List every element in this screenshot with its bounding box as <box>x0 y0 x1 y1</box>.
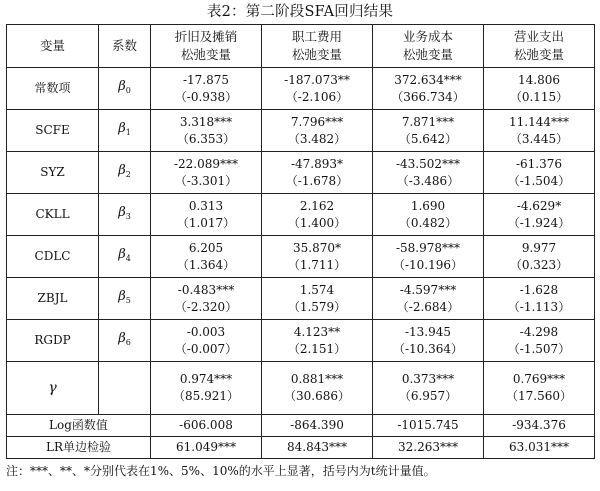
coefficient-row <box>7 320 595 362</box>
estimate-cell <box>151 68 262 110</box>
variable-name: SCFE <box>7 110 99 152</box>
estimate: 11.144*** <box>509 114 569 129</box>
t-stat: （-2.320） <box>174 299 238 314</box>
estimate: -4.629* <box>516 198 562 213</box>
sfa-results-table <box>6 24 595 459</box>
coefficient-row <box>7 110 595 152</box>
estimate-cell <box>373 110 484 152</box>
estimate: 7.796*** <box>290 114 344 129</box>
estimate: 2.162 <box>299 198 335 213</box>
lr-test-value: 61.049*** <box>151 437 262 459</box>
coefficient-row <box>7 278 595 320</box>
estimate: -43.502*** <box>395 156 461 171</box>
t-stat: （17.560） <box>506 389 572 403</box>
beta-letter: β <box>118 205 126 220</box>
estimate-cell <box>151 152 262 194</box>
t-stat: （1.711） <box>287 257 347 272</box>
beta-subscript: 6 <box>125 338 131 347</box>
estimate: -17.875 <box>182 72 230 87</box>
beta-letter: β <box>118 289 126 304</box>
table-title: 表2：第二阶段SFA回归结果 <box>206 4 394 20</box>
coefficient-row <box>7 152 595 194</box>
variable-name: 常数项 <box>7 68 99 110</box>
estimate-cell <box>151 278 262 320</box>
t-stat: （-1.504） <box>507 173 571 188</box>
header-coefficient: 系数 <box>99 25 151 68</box>
estimate-cell <box>484 152 595 194</box>
header-staff-cost-slack <box>262 25 373 68</box>
header-line: 职工费用 <box>291 29 342 44</box>
coefficient-row <box>7 194 595 236</box>
estimate-cell <box>373 68 484 110</box>
header-row <box>7 25 595 68</box>
beta-symbol <box>118 205 131 220</box>
estimate: 0.313 <box>188 198 224 213</box>
t-stat: （2.151） <box>287 341 347 356</box>
variable-name: CKLL <box>7 194 99 236</box>
beta-symbol <box>118 163 131 178</box>
t-stat: （3.482） <box>287 131 347 146</box>
t-stat: （-1.113） <box>507 299 571 314</box>
estimate-cell <box>151 320 262 362</box>
estimate-cell <box>151 194 262 236</box>
estimate-cell <box>262 194 373 236</box>
coefficient-symbol <box>99 320 151 362</box>
beta-subscript: 4 <box>125 254 131 263</box>
beta-symbol <box>118 289 131 304</box>
estimate-cell <box>373 152 484 194</box>
lr-test-row <box>7 437 595 459</box>
beta-symbol <box>118 331 131 346</box>
coefficient-rows <box>7 68 595 362</box>
beta-subscript: 5 <box>125 296 131 305</box>
t-stat: （0.323） <box>509 257 569 272</box>
estimate: -1.628 <box>519 282 559 297</box>
header-depreciation-slack <box>151 25 262 68</box>
beta-subscript: 1 <box>125 128 131 137</box>
t-stat: （-2.106） <box>285 89 349 104</box>
log-likelihood-value: -606.008 <box>151 415 262 437</box>
t-stat: （1.400） <box>287 215 347 230</box>
coefficient-symbol <box>99 194 151 236</box>
variable-name: CDLC <box>7 236 99 278</box>
estimate: -22.089*** <box>173 156 239 171</box>
estimate: 7.871*** <box>401 114 455 129</box>
log-likelihood-value: -864.390 <box>262 415 373 437</box>
log-likelihood-row <box>7 415 595 437</box>
estimate-cell <box>484 110 595 152</box>
estimate-cell <box>151 236 262 278</box>
gamma-label <box>7 362 99 415</box>
estimate: -4.298 <box>519 324 559 339</box>
estimate: -0.003 <box>186 324 226 339</box>
estimate: 372.634*** <box>394 72 462 87</box>
gamma-cell <box>151 362 262 415</box>
beta-symbol <box>118 79 131 94</box>
estimate: 1.690 <box>410 198 446 213</box>
t-stat: （85.921） <box>173 389 239 403</box>
estimate-cell <box>373 320 484 362</box>
header-operating-expense-slack <box>484 25 595 68</box>
beta-subscript: 2 <box>125 170 131 179</box>
beta-letter: β <box>118 79 126 94</box>
header-line: 松弛变量 <box>180 47 231 62</box>
gamma-row <box>7 362 595 415</box>
header-line: 松弛变量 <box>402 47 453 62</box>
estimate: 0.974*** <box>179 372 233 386</box>
gamma-cell <box>484 362 595 415</box>
gamma-cell <box>373 362 484 415</box>
beta-letter: β <box>118 163 126 178</box>
t-stat: （-0.007） <box>174 341 238 356</box>
t-stat: （6.353） <box>176 131 236 146</box>
estimate-cell <box>484 194 595 236</box>
estimate-cell <box>484 278 595 320</box>
estimate-cell <box>373 194 484 236</box>
t-stat: （-10.364） <box>392 341 464 356</box>
t-stat: （366.734） <box>391 89 465 104</box>
estimate: 35.870* <box>293 240 341 255</box>
lr-test-value: 84.843*** <box>262 437 373 459</box>
t-stat: （-1.924） <box>507 215 571 230</box>
estimate: -58.978*** <box>395 240 461 255</box>
gamma-coef-cell <box>99 362 151 415</box>
beta-letter: β <box>118 121 126 136</box>
estimate-cell <box>262 68 373 110</box>
coefficient-symbol <box>99 152 151 194</box>
estimate-cell <box>262 236 373 278</box>
header-variable: 变量 <box>7 25 99 68</box>
variable-name: SYZ <box>7 152 99 194</box>
estimate-cell <box>262 152 373 194</box>
estimate: -47.893* <box>290 156 344 171</box>
t-stat: （-0.938） <box>174 89 238 104</box>
estimate: 4.123** <box>293 324 341 339</box>
t-stat: （1.017） <box>176 215 236 230</box>
estimate: -0.483*** <box>177 282 235 297</box>
variable-name: RGDP <box>7 320 99 362</box>
t-stat: （1.364） <box>176 257 236 272</box>
t-stat: （-3.486） <box>396 173 460 188</box>
coefficient-row <box>7 236 595 278</box>
estimate: -13.945 <box>404 324 452 339</box>
estimate: 0.373*** <box>401 372 455 386</box>
header-line: 折旧及摊销 <box>174 29 238 44</box>
beta-letter: β <box>118 331 126 346</box>
table-note: 注：***、**、*分别代表在1%、5%、10%的水平上显著，括号内为t统计量值。 <box>6 464 436 478</box>
variable-name: ZBJL <box>7 278 99 320</box>
estimate-cell <box>262 320 373 362</box>
estimate: 3.318*** <box>179 114 233 129</box>
header-line: 松弛变量 <box>513 47 564 62</box>
estimate: 1.574 <box>299 282 335 297</box>
coefficient-symbol <box>99 236 151 278</box>
estimate-cell <box>151 110 262 152</box>
estimate-cell <box>484 320 595 362</box>
estimate: -61.376 <box>515 156 563 171</box>
t-stat: （5.642） <box>398 131 458 146</box>
header-business-cost-slack <box>373 25 484 68</box>
estimate: -4.597*** <box>399 282 457 297</box>
lr-test-value: 32.263*** <box>373 437 484 459</box>
estimate-cell <box>262 110 373 152</box>
header-line: 业务成本 <box>402 29 453 44</box>
t-stat: （0.482） <box>398 215 458 230</box>
t-stat: （-1.678） <box>285 173 349 188</box>
coefficient-symbol <box>99 278 151 320</box>
estimate-cell <box>262 278 373 320</box>
lr-test-label: LR单边检验 <box>7 437 151 459</box>
estimate: 0.881*** <box>290 372 344 386</box>
header-line: 营业支出 <box>513 29 564 44</box>
t-stat: （-2.684） <box>396 299 460 314</box>
estimate: 14.806 <box>518 72 560 87</box>
gamma-cell <box>262 362 373 415</box>
coefficient-symbol <box>99 110 151 152</box>
coefficient-symbol <box>99 68 151 110</box>
t-stat: （-10.196） <box>392 257 464 272</box>
lr-test-value: 63.031*** <box>484 437 595 459</box>
gamma-symbol: γ <box>48 379 57 396</box>
beta-symbol <box>118 247 131 262</box>
log-likelihood-label: Log函数值 <box>7 415 151 437</box>
coefficient-row <box>7 68 595 110</box>
log-likelihood-value: -1015.745 <box>373 415 484 437</box>
estimate: 0.769*** <box>512 372 566 386</box>
t-stat: （3.445） <box>509 131 569 146</box>
t-stat: （0.115） <box>509 89 569 104</box>
estimate: -187.073** <box>284 72 350 87</box>
estimate-cell <box>373 236 484 278</box>
estimate: 9.977 <box>521 240 557 255</box>
t-stat: （6.957） <box>398 389 458 403</box>
t-stat: （1.579） <box>287 299 347 314</box>
estimate-cell <box>373 278 484 320</box>
t-stat: （30.686） <box>284 389 350 403</box>
estimate-cell <box>484 68 595 110</box>
beta-letter: β <box>118 247 126 262</box>
beta-symbol <box>118 121 131 136</box>
header-line: 松弛变量 <box>291 47 342 62</box>
log-likelihood-value: -934.376 <box>484 415 595 437</box>
t-stat: （-1.507） <box>507 341 571 356</box>
beta-subscript: 3 <box>125 212 131 221</box>
beta-subscript: 0 <box>125 86 131 95</box>
estimate: 6.205 <box>188 240 224 255</box>
estimate-cell <box>484 236 595 278</box>
t-stat: （-3.301） <box>174 173 238 188</box>
